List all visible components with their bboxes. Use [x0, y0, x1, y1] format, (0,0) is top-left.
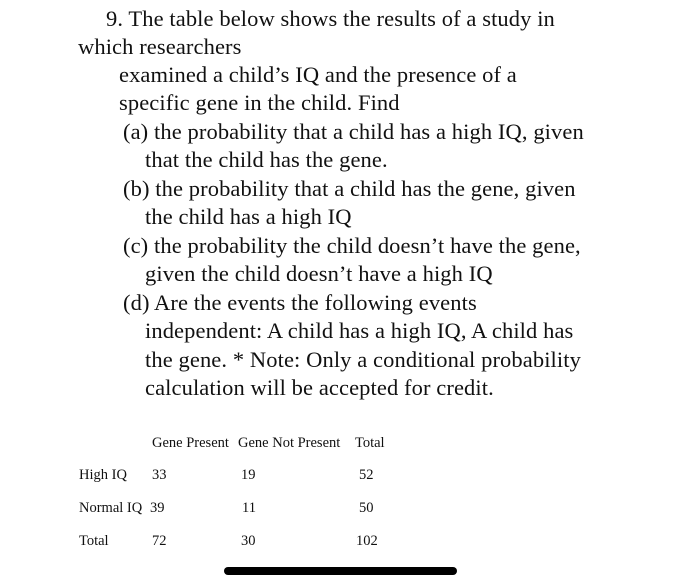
part-d-line-2: independent: A child has a high IQ, A child has [145, 318, 574, 343]
part-c-text: the probability the child doesn’t have the gene, [154, 233, 581, 258]
question-line-4: specific gene in the child. Find [119, 90, 400, 115]
table-cell: 72 [152, 533, 167, 549]
part-b-label: (b) [123, 176, 150, 201]
table-header-gene-not-present: Gene Not Present [238, 435, 341, 451]
part-b-line-2: the child has a high IQ [145, 204, 352, 229]
table-cell: 102 [356, 533, 378, 549]
part-a-label: (a) [123, 119, 149, 144]
table-row-label: High IQ [79, 467, 127, 483]
home-indicator-bar[interactable] [224, 567, 457, 575]
table-cell: 11 [242, 500, 256, 516]
part-b-line-1 [123, 175, 576, 203]
question-line-3: examined a child’s IQ and the presence of a [119, 62, 517, 87]
table-cell: 33 [152, 467, 167, 483]
table-header-total: Total [355, 435, 385, 451]
part-d-text: Are the events the following events [154, 290, 477, 315]
part-d-line-3: the gene. * Note: Only a conditional probability [145, 347, 581, 372]
table-row-label: Normal IQ [79, 500, 143, 516]
part-b-text: the probability that a child has the gene, given [155, 176, 576, 201]
part-a-text: the probability that a child has a high IQ, given [154, 119, 584, 144]
part-c-line-2: given the child doesn’t have a high IQ [145, 261, 493, 286]
question-line-1: 9. The table below shows the results of a study in [106, 6, 555, 31]
part-a-line-2: that the child has the gene. [145, 147, 388, 172]
question-line-2: which researchers [78, 34, 242, 59]
table-cell: 52 [359, 467, 374, 483]
table-row-label: Total [79, 533, 109, 549]
table-cell: 30 [241, 533, 256, 549]
part-a-line-1 [123, 118, 584, 146]
part-c-label: (c) [123, 233, 149, 258]
part-d-label: (d) [123, 290, 150, 315]
table-cell: 19 [241, 467, 256, 483]
part-d-line-1 [123, 289, 477, 317]
part-d-line-4: calculation will be accepted for credit. [145, 375, 494, 400]
part-c-line-1 [123, 232, 581, 260]
table-cell: 50 [359, 500, 374, 516]
table-header-gene-present: Gene Present [152, 435, 229, 451]
table-cell: 39 [150, 500, 165, 516]
